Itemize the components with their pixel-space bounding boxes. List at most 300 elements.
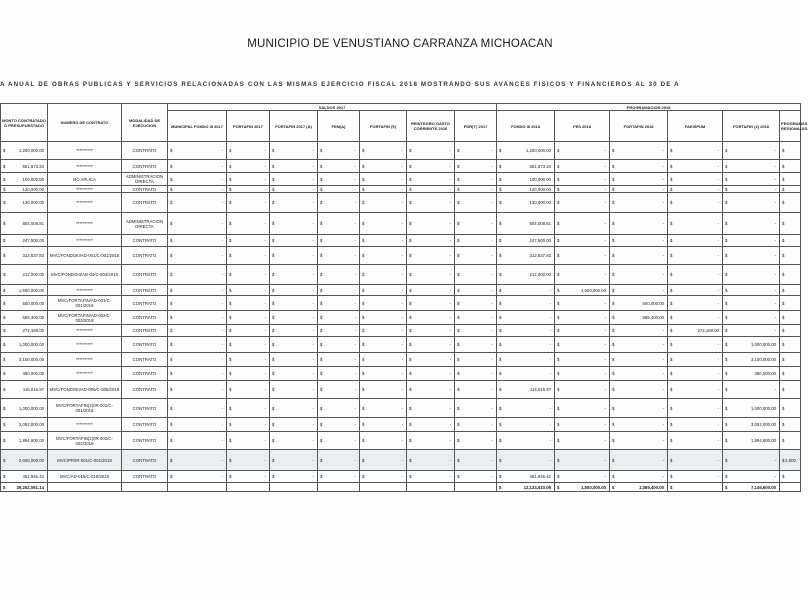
- table-row: [1, 337, 801, 353]
- saldo-cell: $ -: [227, 311, 270, 325]
- saldo-cell: $ -: [455, 142, 497, 160]
- fondo3-cell: $ 561,873.34: [497, 160, 555, 173]
- programas-cell: $: [780, 173, 801, 186]
- saldo-cell: $ -: [168, 173, 227, 186]
- saldo-cell: $ -: [407, 285, 455, 296]
- programas-cell: $: [780, 367, 801, 381]
- programas-cell: $: [780, 325, 801, 337]
- saldo-cell: $ -: [360, 353, 407, 367]
- saldo-cell: $ -: [168, 311, 227, 325]
- fondo3-cell: $ -: [497, 353, 555, 367]
- fortafin-2018-cell: $ 589,400.00: [610, 311, 668, 325]
- contract-number-cell: **********: [48, 367, 122, 381]
- programas-cell: $: [780, 265, 801, 285]
- monto-cell: $ 451,946.42: [1, 471, 48, 483]
- saldo-cell: $ -: [318, 213, 360, 235]
- saldo-cell: $ -: [168, 160, 227, 173]
- fortafin-2018-cell: $ -: [610, 325, 668, 337]
- header-fortafin-2-2018: FORTAFIN (2) 2018: [723, 111, 780, 142]
- fiscpum-cell: $ -: [668, 142, 723, 160]
- saldo-cell: $ -: [360, 471, 407, 483]
- contract-number-cell: **********: [48, 213, 122, 235]
- fiscpum-cell: $ -: [668, 353, 723, 367]
- saldo-cell: $ -: [168, 450, 227, 471]
- table-row: [1, 418, 801, 432]
- saldo-cell: $ -: [318, 193, 360, 213]
- fes-cell: $ -: [555, 432, 610, 450]
- saldo-cell: $ -: [270, 213, 318, 235]
- saldo-cell: $ -: [270, 160, 318, 173]
- saldo-cell: $ -: [318, 432, 360, 450]
- saldo-cell: $ -: [455, 367, 497, 381]
- fiscpum-cell: $ -: [668, 193, 723, 213]
- saldo-cell: $ -: [270, 325, 318, 337]
- fes-cell: $ -: [555, 471, 610, 483]
- fes-cell: $ -: [555, 367, 610, 381]
- header-reintegro: REINTEGRO GASTO CORRIENTE 2016: [407, 111, 455, 142]
- saldo-cell: $ -: [455, 160, 497, 173]
- fortafin-2-2018-cell: $ -: [723, 471, 780, 483]
- fortafin-2018-cell: $ -: [610, 265, 668, 285]
- saldo-cell: $ -: [227, 247, 270, 265]
- header-municipal: MUNICIPAL FONDO III 2017: [168, 111, 227, 142]
- saldo-cell: $ -: [318, 399, 360, 418]
- saldo-cell: $ -: [318, 142, 360, 160]
- fortafin-2018-cell: $ -: [610, 418, 668, 432]
- saldo-cell: $ -: [360, 193, 407, 213]
- fondo3-cell: $ -: [497, 367, 555, 381]
- table-row: [1, 142, 801, 160]
- fortafin-2018-cell: $ -: [610, 399, 668, 418]
- fortafin-2-2018-cell: $ -: [723, 285, 780, 296]
- group-header-saldos: SALDOS 2017: [168, 104, 497, 111]
- fortafin-2018-cell: $ -: [610, 367, 668, 381]
- modality-cell: CONTRATO: [122, 235, 168, 247]
- fortafin-2-2018-cell: $ 1,894,600.00: [723, 432, 780, 450]
- fiscpum-cell: $ -: [668, 265, 723, 285]
- saldo-cell: $ -: [360, 399, 407, 418]
- modality-cell: CONTRATO: [122, 193, 168, 213]
- table-row: [1, 381, 801, 399]
- table-row: [1, 399, 801, 418]
- modality-cell: CONTRATO: [122, 418, 168, 432]
- saldo-cell: $ -: [455, 173, 497, 186]
- saldo-cell: $ -: [227, 213, 270, 235]
- fiscpum-cell: $ -: [668, 450, 723, 471]
- contract-number-cell: MVC/FONDOIII/AD-001/C-001/2018: [48, 247, 122, 265]
- table-row: [1, 160, 801, 173]
- monto-cell: $ 1,200,000.00: [1, 142, 48, 160]
- saldo-cell: $ -: [407, 311, 455, 325]
- fiscpum-cell: $ 272,169.00: [668, 325, 723, 337]
- monto-cell: $ 380,000.00: [1, 367, 48, 381]
- saldo-cell: $ -: [270, 353, 318, 367]
- fes-cell: $ -: [555, 173, 610, 186]
- saldo-cell: $ -: [455, 311, 497, 325]
- table-row: [1, 213, 801, 235]
- monto-cell: $ 100,000.00: [1, 173, 48, 186]
- fortafin-2-2018-cell: $ -: [723, 381, 780, 399]
- fondo3-cell: $ 804,008.81: [497, 213, 555, 235]
- fortafin-2018-cell: $ -: [610, 353, 668, 367]
- saldo-cell: $ -: [168, 285, 227, 296]
- table-row: [1, 471, 801, 483]
- saldo-cell: $ -: [270, 311, 318, 325]
- header-fiscpum: FAEISPUM: [668, 111, 723, 142]
- saldo-cell: $ -: [227, 337, 270, 353]
- fondo3-cell: $ -: [497, 432, 555, 450]
- saldo-cell: $ -: [270, 432, 318, 450]
- programas-cell: $: [780, 399, 801, 418]
- table-row: [1, 353, 801, 367]
- saldo-cell: $ -: [407, 325, 455, 337]
- table-row: [1, 173, 801, 186]
- saldo-cell: $ -: [360, 325, 407, 337]
- saldo-cell: $ -: [455, 399, 497, 418]
- programas-cell: $: [780, 381, 801, 399]
- modality-cell: CONTRATO: [122, 296, 168, 311]
- fiscpum-cell: $ -: [668, 285, 723, 296]
- modality-cell: CONTRATO: [122, 353, 168, 367]
- fes-cell: $ -: [555, 186, 610, 193]
- fortafin-2-2018-cell: $ -: [723, 325, 780, 337]
- header-fortafin-2018: FORTAFIN 2018: [610, 111, 668, 142]
- saldo-cell: $ -: [360, 173, 407, 186]
- fortafin-2018-cell: $ -: [610, 471, 668, 483]
- saldo-cell: $ -: [455, 265, 497, 285]
- saldo-cell: $ -: [407, 367, 455, 381]
- contract-number-cell: MVC/AD-015/C-015/2018: [48, 471, 122, 483]
- saldo-cell: $ -: [455, 213, 497, 235]
- fortafin-2018-cell: $ 500,000.00: [610, 296, 668, 311]
- fortafin-2018-cell: $ -: [610, 173, 668, 186]
- monto-cell: $ 272,169.00: [1, 325, 48, 337]
- fiscpum-cell: $ -: [668, 399, 723, 418]
- fes-cell: $ -: [555, 325, 610, 337]
- fortafin-2-2018-cell: $ -: [723, 450, 780, 471]
- saldo-cell: $ -: [407, 247, 455, 265]
- modality-cell: CONTRATO: [122, 325, 168, 337]
- saldo-cell: $ -: [407, 213, 455, 235]
- header-fes: FES 2018: [555, 111, 610, 142]
- modality-cell: CONTRATO: [122, 311, 168, 325]
- fiscpum-cell: $ -: [668, 173, 723, 186]
- fortafin-2018-cell: $ -: [610, 285, 668, 296]
- saldo-cell: $ -: [455, 296, 497, 311]
- contract-number-cell: MVC/FORTAFIN(2)/IR-001/C-001/2018: [48, 399, 122, 418]
- modality-cell: CONTRATO: [122, 142, 168, 160]
- monto-cell: $ 1,000,000.00: [1, 399, 48, 418]
- saldo-cell: $ -: [407, 432, 455, 450]
- fes-cell: $ -: [555, 337, 610, 353]
- saldo-cell: $ -: [227, 367, 270, 381]
- programas-cell: $: [780, 235, 801, 247]
- fondo3-cell: $ 120,000.00: [497, 186, 555, 193]
- saldo-cell: $ -: [360, 381, 407, 399]
- fondo3-cell: $ -: [497, 450, 555, 471]
- table-row: [1, 186, 801, 193]
- saldo-cell: $ -: [270, 296, 318, 311]
- saldo-cell: $ -: [227, 353, 270, 367]
- fortafin-2-2018-cell: $ -: [723, 235, 780, 247]
- saldo-cell: $ -: [318, 367, 360, 381]
- total-blank: [780, 483, 801, 492]
- saldo-cell: $ -: [227, 399, 270, 418]
- monto-cell: $ 500,000.00: [1, 296, 48, 311]
- fondo3-cell: $ -: [497, 337, 555, 353]
- fortafin-2018-cell: $ -: [610, 432, 668, 450]
- saldo-cell: $ -: [407, 381, 455, 399]
- saldo-cell: $ -: [360, 285, 407, 296]
- monto-cell: $ 1,000,000.00: [1, 337, 48, 353]
- fortafin-2018-cell: $ -: [610, 247, 668, 265]
- modality-cell: ADMINISTRACION DIRECTA: [122, 173, 168, 186]
- header-monto: MONTO CONTRATADO O PRESUPUESTADO: [1, 104, 48, 142]
- saldo-cell: $ -: [407, 450, 455, 471]
- contract-number-cell: **********: [48, 337, 122, 353]
- fondo3-cell: $ 212,000.00: [497, 265, 555, 285]
- saldo-cell: $ -: [270, 265, 318, 285]
- monto-cell: $ 804,008.81: [1, 213, 48, 235]
- fiscpum-cell: $ -: [668, 471, 723, 483]
- table-row: [1, 265, 801, 285]
- saldo-cell: $ -: [407, 186, 455, 193]
- fortafin-2018-cell: $ -: [610, 193, 668, 213]
- fes-cell: $ -: [555, 399, 610, 418]
- saldo-cell: $ -: [360, 296, 407, 311]
- saldo-cell: $ -: [455, 418, 497, 432]
- saldo-cell: $ -: [270, 450, 318, 471]
- saldo-cell: $ -: [168, 235, 227, 247]
- saldo-cell: $ -: [360, 186, 407, 193]
- fondo3-cell: $ -: [497, 296, 555, 311]
- saldo-cell: $ -: [270, 381, 318, 399]
- header-numero: NUMERO DE CONTRATO: [48, 104, 122, 142]
- saldo-cell: $ -: [407, 265, 455, 285]
- fondo3-cell: $ 130,000.00: [497, 193, 555, 213]
- header-fortafin-5: FORTAFIN (5): [360, 111, 407, 142]
- programas-cell: $: [780, 296, 801, 311]
- fiscpum-cell: $ -: [668, 432, 723, 450]
- saldo-cell: $ -: [227, 450, 270, 471]
- fondo3-cell: $ -: [497, 399, 555, 418]
- fes-cell: $ -: [555, 418, 610, 432]
- fortafin-2-2018-cell: $ -: [723, 296, 780, 311]
- fondo3-cell: $ -: [497, 418, 555, 432]
- fes-cell: $ -: [555, 311, 610, 325]
- fondo3-cell: $ 451,946.42: [497, 471, 555, 483]
- saldo-cell: $ -: [168, 265, 227, 285]
- contract-number-cell: **********: [48, 193, 122, 213]
- programas-cell: $: [780, 337, 801, 353]
- saldo-cell: $ -: [318, 296, 360, 311]
- contract-number-cell: MVC/FORTAFIN(2)/IR-002/C-002/2018: [48, 432, 122, 450]
- fes-cell: $ -: [555, 450, 610, 471]
- contract-number-cell: **********: [48, 285, 122, 296]
- saldo-cell: $ -: [318, 325, 360, 337]
- saldo-cell: $ -: [455, 285, 497, 296]
- fortafin-2018-cell: $ -: [610, 337, 668, 353]
- table-row: [1, 367, 801, 381]
- saldo-cell: $ -: [407, 235, 455, 247]
- monto-cell: $ 120,000.00: [1, 186, 48, 193]
- fondo3-cell: $ 312,537.83: [497, 247, 555, 265]
- fiscpum-cell: $ -: [668, 296, 723, 311]
- fes-cell: $ 1,500,000.00: [555, 285, 610, 296]
- saldo-cell: $ -: [318, 265, 360, 285]
- contract-number-cell: **********: [48, 142, 122, 160]
- saldo-cell: $ -: [168, 471, 227, 483]
- fes-cell: $ -: [555, 142, 610, 160]
- header-fondo3: FONDO III 2018: [497, 111, 555, 142]
- monto-cell: $ 3,100,000.00: [1, 353, 48, 367]
- saldo-cell: $ -: [318, 247, 360, 265]
- saldo-cell: $ -: [455, 471, 497, 483]
- saldo-cell: $ -: [227, 325, 270, 337]
- total-fondo3: $ 12,124,610.09: [497, 483, 555, 492]
- programas-cell: $: [780, 142, 801, 160]
- table-row: [1, 285, 801, 296]
- saldo-cell: $ -: [270, 367, 318, 381]
- saldo-cell: $ -: [270, 285, 318, 296]
- table-row: [1, 247, 801, 265]
- fes-cell: $ -: [555, 193, 610, 213]
- saldo-cell: $ -: [270, 235, 318, 247]
- saldo-cell: $ -: [168, 399, 227, 418]
- table-row: [1, 193, 801, 213]
- monto-cell: $ 115,016.97: [1, 381, 48, 399]
- fortafin-2-2018-cell: $ 1,000,000.00: [723, 399, 780, 418]
- saldo-cell: $ -: [270, 142, 318, 160]
- fondo3-cell: $ 115,016.97: [497, 381, 555, 399]
- fondo3-cell: $ 1,200,000.00: [497, 142, 555, 160]
- fiscpum-cell: $ -: [668, 213, 723, 235]
- saldo-cell: $ -: [168, 432, 227, 450]
- modality-cell: CONTRATO: [122, 367, 168, 381]
- fiscpum-cell: $ -: [668, 381, 723, 399]
- group-header-programacion: PROGRAMACION 2018: [497, 104, 801, 111]
- saldo-cell: $ -: [227, 142, 270, 160]
- total-blank: [48, 483, 122, 492]
- header-fortafin-2017: FORTAFIN 2017: [227, 111, 270, 142]
- totals-row: [1, 483, 801, 492]
- fes-cell: $ -: [555, 296, 610, 311]
- contract-number-cell: **********: [48, 418, 122, 432]
- monto-cell: $ 130,000.00: [1, 193, 48, 213]
- saldo-cell: $ -: [455, 432, 497, 450]
- saldo-cell: $ -: [318, 186, 360, 193]
- public-works-table: [0, 103, 808, 492]
- saldo-cell: $ -: [318, 160, 360, 173]
- programas-cell: $: [780, 311, 801, 325]
- saldo-cell: $ -: [270, 247, 318, 265]
- fondo3-cell: $ -: [497, 325, 555, 337]
- fortafin-2-2018-cell: $ -: [723, 265, 780, 285]
- programas-cell: $: [780, 213, 801, 235]
- modality-cell: CONTRATO: [122, 265, 168, 285]
- saldo-cell: $ -: [270, 173, 318, 186]
- modality-cell: ADMINISTRACION DIRECTA: [122, 213, 168, 235]
- saldo-cell: $ -: [227, 193, 270, 213]
- fortafin-2-2018-cell: $ 3,052,000.00: [723, 418, 780, 432]
- contract-number-cell: MVC/FONDOIII/AD-04/C-004/2018: [48, 265, 122, 285]
- saldo-cell: $ -: [455, 235, 497, 247]
- fondo3-cell: $ 100,000.00: [497, 173, 555, 186]
- saldo-cell: $ -: [407, 471, 455, 483]
- monto-cell: $ 3,052,000.00: [1, 418, 48, 432]
- saldo-cell: $ -: [360, 247, 407, 265]
- saldo-cell: $ -: [360, 432, 407, 450]
- saldo-cell: $ -: [168, 186, 227, 193]
- fes-cell: $ -: [555, 381, 610, 399]
- saldo-cell: $ -: [168, 142, 227, 160]
- fortafin-2-2018-cell: $ 1,000,000.00: [723, 337, 780, 353]
- total-blank: [227, 483, 270, 492]
- saldo-cell: $ -: [360, 265, 407, 285]
- fiscpum-cell: $ -: [668, 311, 723, 325]
- programas-cell: $: [780, 418, 801, 432]
- modality-cell: CONTRATO: [122, 285, 168, 296]
- fes-cell: $ -: [555, 235, 610, 247]
- monto-cell: $ 312,537.83: [1, 247, 48, 265]
- saldo-cell: $ -: [407, 142, 455, 160]
- saldo-cell: $ -: [227, 173, 270, 186]
- contract-number-cell: **********: [48, 235, 122, 247]
- saldo-cell: $ -: [360, 213, 407, 235]
- saldo-cell: $ -: [318, 285, 360, 296]
- fiscpum-cell: $ -: [668, 337, 723, 353]
- fortafin-2-2018-cell: $ 380,000.00: [723, 367, 780, 381]
- fiscpum-cell: $ -: [668, 367, 723, 381]
- saldo-cell: $ -: [360, 418, 407, 432]
- saldo-cell: $ -: [227, 235, 270, 247]
- saldo-cell: $ -: [407, 418, 455, 432]
- saldo-cell: $ -: [168, 367, 227, 381]
- fortafin-2018-cell: $ -: [610, 235, 668, 247]
- fortafin-2018-cell: $ -: [610, 213, 668, 235]
- contract-number-cell: NO APLICA: [48, 173, 122, 186]
- saldo-cell: $ -: [318, 450, 360, 471]
- contract-number-cell: **********: [48, 353, 122, 367]
- saldo-cell: $ -: [360, 450, 407, 471]
- modality-cell: CONTRATO: [122, 381, 168, 399]
- document-subtitle: A ANUAL DE OBRAS PUBLICAS Y SERVICIOS RELACIONADAS CON LAS MISMAS EJERCICIO FISCAL 2018 MOSTRANDO SUS AVANCES FISICOS Y FINANCIEROS AL 30 DE A: [0, 81, 680, 88]
- table-row: [1, 296, 801, 311]
- saldo-cell: $ -: [318, 337, 360, 353]
- table-row: [1, 325, 801, 337]
- saldo-cell: $ -: [270, 399, 318, 418]
- fortafin-2-2018-cell: $ 3,100,000.00: [723, 353, 780, 367]
- saldo-cell: $ -: [318, 353, 360, 367]
- saldo-cell: $ -: [270, 471, 318, 483]
- saldo-cell: $ -: [168, 353, 227, 367]
- saldo-cell: $ -: [360, 142, 407, 160]
- programas-cell: $: [780, 186, 801, 193]
- saldo-cell: $ -: [318, 418, 360, 432]
- table-body: [1, 142, 801, 492]
- total-fiscpum: $: [668, 483, 723, 492]
- total-blank: [360, 483, 407, 492]
- saldo-cell: $ -: [318, 381, 360, 399]
- saldo-cell: $ -: [407, 296, 455, 311]
- modality-cell: CONTRATO: [122, 337, 168, 353]
- saldo-cell: $ -: [455, 381, 497, 399]
- contract-number-cell: MVC/FONDOIII/AD-005/C-005/2018: [48, 381, 122, 399]
- saldo-cell: $ -: [455, 337, 497, 353]
- saldo-cell: $ -: [360, 235, 407, 247]
- modality-cell: CONTRATO: [122, 186, 168, 193]
- table-row: [1, 235, 801, 247]
